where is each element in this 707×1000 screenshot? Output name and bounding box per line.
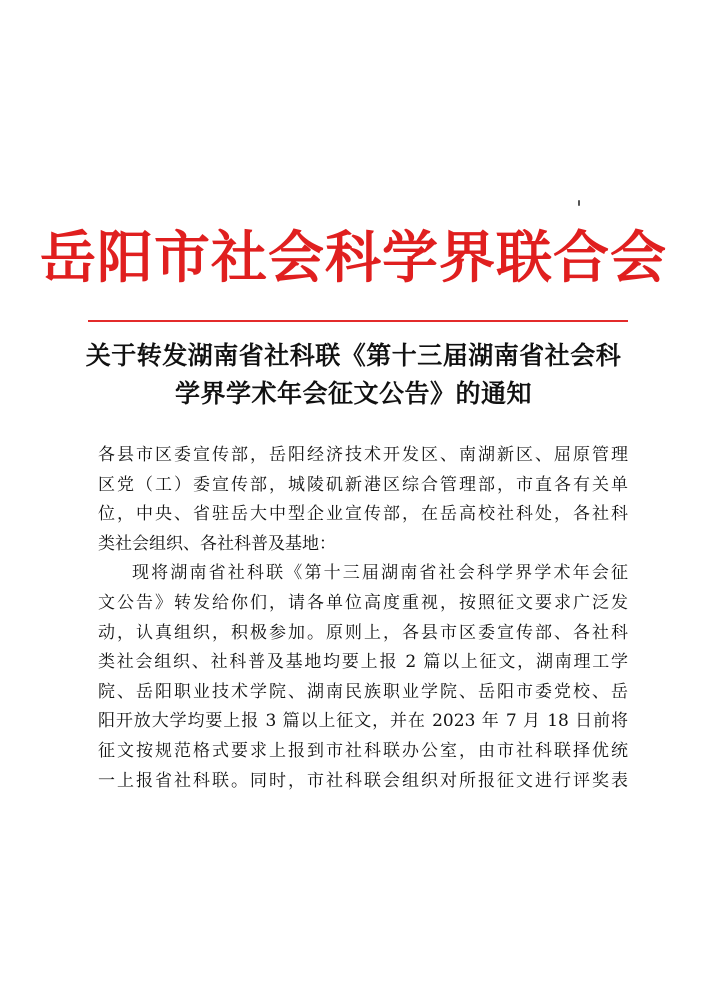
paragraph-line: 文公告》转发给你们，请各单位高度重视，按照征文要求广泛发 [98,592,628,613]
paragraph-line: 类社会组织、社科普及基地均要上报 2 篇以上征文，湖南理工学 [98,652,628,673]
salutation-line: 位，中央、省驻岳大中型企业宣传部，在岳高校社科处，各社科 [98,504,628,525]
salutation-line: 区党（工）委宣传部，城陵矶新港区综合管理部，市直各有关单 [98,474,628,495]
paragraph-line: 征文按规范格式要求上报到市社科联办公室，由市社科联择优统 [98,740,628,761]
paragraph-line: 现将湖南省社科联《第十三届湖南省社会科学界学术年会征 [132,563,628,584]
salutation-line: 类社会组织、各社科普及基地： [98,533,336,554]
body-paragraph [98,559,628,796]
document-title-line-1: 关于转发湖南省社科联《第十三届湖南省社会科 [85,341,622,370]
document-body [98,441,628,796]
paragraph-line: 院、岳阳职业技术学院、湖南民族职业学院、岳阳市委党校、岳 [98,681,628,702]
salutation-line: 各县市区委宣传部，岳阳经济技术开发区、南湖新区、屈原管理 [98,445,628,465]
scan-speck [578,200,580,206]
paragraph-line: 动，认真组织，积极参加。原则上，各县市区委宣传部、各社科 [98,622,628,643]
paragraph-line: 一上报省社科联。同时，市社科联会组织对所报征文进行评奖表 [98,770,628,791]
letterhead: 岳阳市社会科学界联合会 [40,225,667,291]
red-rule [88,320,628,322]
salutation [98,441,628,559]
document-title-line-2: 学界学术年会征文公告》的通知 [174,379,532,408]
paragraph-line: 阳开放大学均要上报 3 篇以上征文，并在 2023 年 7 月 18 日前将 [98,711,628,732]
